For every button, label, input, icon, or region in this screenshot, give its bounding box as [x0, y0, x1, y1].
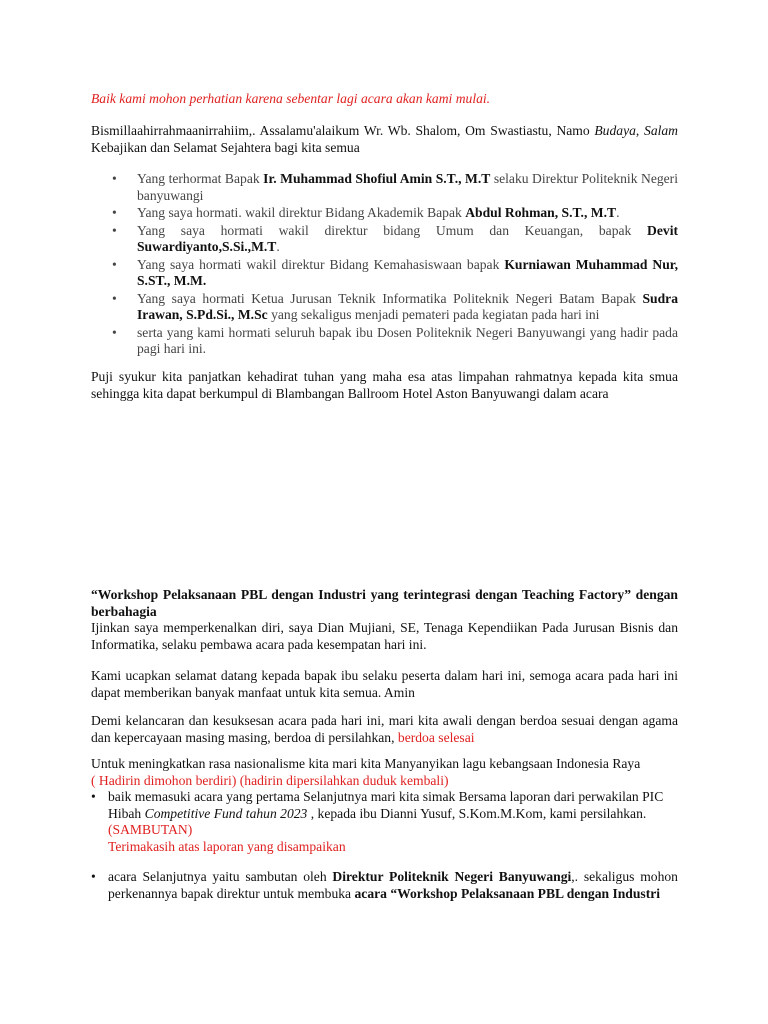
list-item: [91, 325, 678, 358]
agenda-item-report: [0, 789, 768, 859]
report-fund-name: Competitive Fund tahun 2023: [144, 805, 308, 821]
honor-text: Yang saya hormati wakil direktur Bidang Kemahasiswaan bapak: [137, 256, 505, 272]
puji-paragraph: Puji syukur kita panjatkan kehadirat tuhan yang maha esa atas limpahan rahmatnya kepada kita smua sehingga kita dapat berkumpul di Blambangan Ballroom Hotel Aston Banyuwangi dalam acara: [91, 369, 678, 401]
greeting-budaya: Budaya: [594, 123, 636, 138]
honor-name: Ir. Muhammad Shofiul Amin S.T., M.T: [263, 171, 491, 186]
bullet-icon: •: [112, 256, 117, 272]
honor-text-post: .: [276, 239, 280, 254]
workshop-title: [91, 587, 678, 620]
greeting-salam: Salam: [644, 123, 678, 138]
list-item: [91, 223, 678, 256]
honor-text: serta yang kami hormati seluruh bapak ibu Dosen Politeknik Negeri Banyuwangi yang hadir pada pagi hari ini.: [137, 324, 678, 356]
greeting-paragraph: [91, 123, 678, 156]
agenda-item-opening-text: [108, 869, 678, 902]
anthem-paragraph: [91, 756, 678, 789]
honor-text-post: yang sekaligus menjadi pemateri pada kegiatan pada hari ini: [267, 307, 600, 322]
bullet-icon: •: [112, 222, 117, 238]
honor-name: Sudra Irawan, S.Pd.Si., M.Sc: [137, 290, 678, 322]
sambutan-note: (SAMBUTAN): [108, 822, 193, 837]
honor-name: Abdul Rohman, S.T., M.T: [465, 205, 617, 220]
list-item: [91, 205, 678, 222]
thanks-note: Terimakasih atas laporan yang disampaikan: [108, 838, 346, 854]
intro-announcement: Baik kami mohon perhatian karena sebentar lagi acara akan kami mulai.: [91, 91, 491, 106]
list-item: [91, 291, 678, 324]
greeting-text-1: Bismillaahirrahmaanirrahiim,. Assalamu'alaikum Wr. Wb. Shalom, Om Swastiastu, Namo: [91, 123, 595, 138]
honors-list-container: [91, 171, 678, 359]
opening-event: acara “Workshop Pelaksanaan PBL dengan Industri: [354, 885, 661, 901]
bullet-icon: •: [112, 290, 117, 306]
workshop-title-text: “Workshop Pelaksanaan PBL dengan Industri yang terintegrasi dengan Teaching Factory” dengan berbahagia: [91, 587, 678, 619]
honor-text-post: .: [616, 205, 620, 220]
honor-text: Yang terhormat Bapak: [137, 171, 264, 186]
report-hibah: Hibah: [108, 805, 145, 821]
honor-name: Kurniawan Muhammad Nur, S.ST., M.M.: [137, 256, 678, 288]
greeting-comma: ,: [635, 123, 640, 138]
greeting-text-2: Kebajikan dan Selamat Sejahtera bagi kita semua: [91, 139, 360, 155]
bullet-icon: •: [91, 789, 96, 804]
honor-text: Yang saya hormati. wakil direktur Bidang Akademik Bapak: [137, 205, 466, 220]
opening-text: acara Selanjutnya yaitu sambutan oleh: [108, 869, 333, 884]
bullet-icon: •: [91, 869, 96, 884]
agenda-item-opening: [0, 869, 768, 909]
bullet-icon: •: [112, 205, 117, 220]
anthem-instruction: ( Hadirin dimohon berdiri) (hadirin dipersilahkan duduk kembali): [91, 772, 449, 788]
report-rest: , kepada ibu Dianni Yusuf, S.Kom.M.Kom, kami persilahkan.: [307, 805, 647, 821]
honor-text-post: selaku Direktur Politeknik Negeri banyuwangi: [137, 171, 678, 203]
honor-name: Devit Suwardiyanto,S.Si.,M.T: [137, 222, 678, 254]
welcome-paragraph: Kami ucapkan selamat datang kepada bapak ibu selaku peserta dalam hari ini, semoga acara pada hari ini dapat memberikan banyak manfaat untuk kita semua. Amin: [91, 668, 678, 700]
prayer-paragraph: [91, 713, 678, 746]
bullet-icon: •: [112, 324, 117, 340]
list-item: [91, 171, 678, 204]
opening-director: Direktur Politeknik Negeri Banyuwangi: [332, 869, 572, 884]
introduction-paragraph: Ijinkan saya memperkenalkan diri, saya Dian Mujiani, SE, Tenaga Kependiikan Pada Jurusan Bisnis dan Informatika, selaku pembawa acara pada kesempatan hari ini.: [91, 620, 678, 652]
prayer-done-note: berdoa selesai: [397, 729, 475, 745]
opening-mid: ,. sekaligus mohon perkenannya bapak direktur untuk membuka: [108, 869, 678, 901]
honor-text: Yang saya hormati wakil direktur bidang Umum dan Keuangan, bapak: [137, 222, 648, 238]
agenda-item-report-text: [108, 789, 678, 855]
list-item: [91, 257, 678, 290]
report-line-2: [108, 806, 678, 823]
anthem-text: Untuk meningkatkan rasa nasionalisme kita mari kita Manyanyikan lagu kebangsaan Indonesia Raya: [91, 756, 641, 771]
honors-list: [91, 171, 678, 358]
bullet-icon: •: [112, 171, 117, 186]
report-line: baik memasuki acara yang pertama Selanjutnya mari kita simak Bersama laporan dari perwakilan PIC: [108, 789, 664, 804]
prayer-text: Demi kelancaran dan kesuksesan acara pada hari ini, mari kita awali dengan berdoa sesuai dengan agama dan kepercayaan masing masing, berdoa di persilahkan,: [91, 713, 678, 745]
honor-text: Yang saya hormati Ketua Jurusan Teknik Informatika Politeknik Negeri Batam Bapak: [137, 290, 643, 306]
